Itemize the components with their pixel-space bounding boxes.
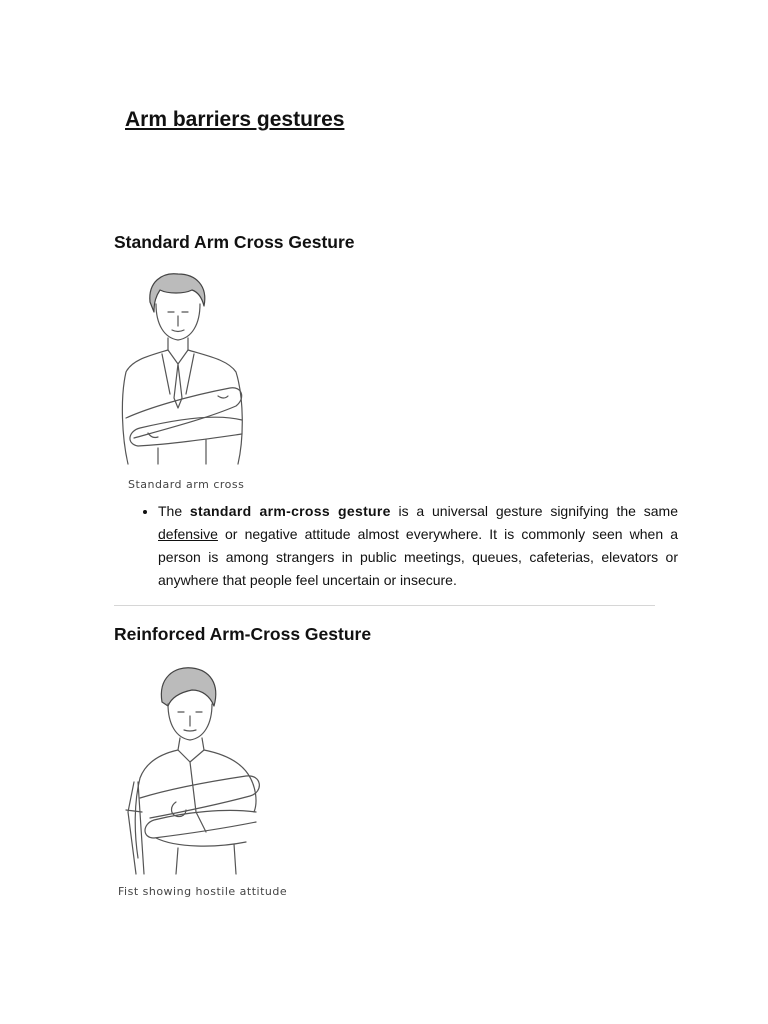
bullet-text-suffix: or negative attitude almost everywhere. It is commonly seen when a person is among strangers in public meetings, queues, cafeterias, elevators or anywhere that people feel uncertain or insecure. bbox=[158, 526, 678, 588]
section-heading-reinforced-arm-cross: Reinforced Arm-Cross Gesture bbox=[114, 624, 372, 644]
list-item bbox=[158, 500, 678, 592]
standard-arm-cross-description bbox=[136, 500, 678, 592]
section-divider bbox=[114, 605, 655, 606]
bullet-text-middle: is a universal gesture signifying the same bbox=[390, 503, 678, 519]
bullet-text-bold: standard arm-cross gesture bbox=[189, 503, 391, 519]
bullet-text-underlined: defensive bbox=[158, 526, 218, 542]
reinforced-arm-cross-illustration bbox=[116, 662, 276, 882]
section-heading-standard-arm-cross: Standard Arm Cross Gesture bbox=[114, 232, 355, 252]
standard-arm-cross-illustration bbox=[118, 268, 258, 473]
reinforced-arm-cross-caption: Fist showing hostile attitude bbox=[118, 885, 288, 898]
bullet-text-prefix: The bbox=[158, 503, 190, 519]
standard-arm-cross-caption: Standard arm cross bbox=[128, 478, 245, 491]
document-title: Arm barriers gestures bbox=[125, 108, 345, 131]
